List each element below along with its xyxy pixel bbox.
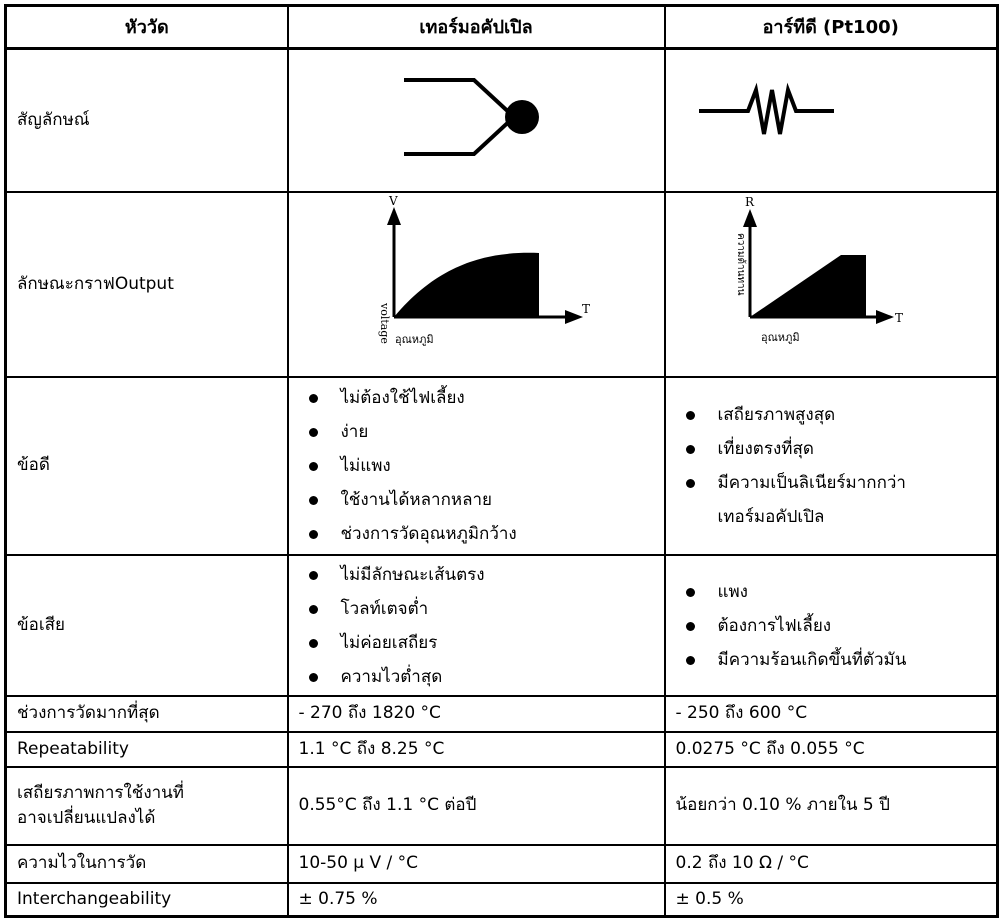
header-topic: หัววัด: [6, 6, 288, 49]
rtd-graph-cell: [665, 192, 998, 378]
thermocouple-symbol-cell: [288, 49, 665, 192]
thermocouple-sensitivity-value: 10-50 µ V / °C: [288, 845, 665, 883]
thermocouple-symbol-icon: [289, 50, 666, 182]
sensitivity-row: [6, 845, 998, 883]
list-item-continuation: เทอร์มอคัปเปิล: [717, 507, 825, 527]
tc-x-axis-letter: T: [581, 301, 590, 316]
header-rtd: อาร์ทีดี (Pt100): [665, 6, 998, 49]
list-item: โวลท์เตจต่ำ: [305, 592, 654, 626]
rtd-stability-value: น้อยกว่า 0.10 % ภายใน 5 ปี: [665, 767, 998, 845]
list-item: เที่ยงตรงที่สุด: [682, 432, 987, 466]
repeatability-row: [6, 732, 998, 767]
tc-y-axis-label: voltage: [377, 302, 391, 344]
stability-label-line-1: เสถียรภาพการใช้งานที่: [17, 782, 185, 803]
rtd-sensitivity-value: 0.2 ถึง 10 Ω / °C: [665, 845, 998, 883]
sensitivity-label: ความไวในการวัด: [6, 845, 288, 883]
list-item: มีความเป็นลิเนียร์มากกว่า: [682, 466, 987, 500]
rtd-x-axis-letter: T: [894, 310, 903, 325]
thermocouple-graph-cell: [288, 192, 665, 378]
interchangeability-row: [6, 883, 998, 916]
list-item: ไม่ค่อยเสถียร: [305, 626, 654, 660]
thermocouple-pros-cell: [288, 377, 665, 555]
list-item: ช่วงการวัดอุณหภูมิกว้าง: [305, 517, 654, 551]
rtd-range-value: - 250 ถึง 600 °C: [665, 696, 998, 732]
comparison-table: [4, 4, 999, 918]
interchangeability-label: Interchangeability: [6, 883, 288, 916]
thermocouple-range-value: - 270 ถึง 1820 °C: [288, 696, 665, 732]
tc-y-axis-letter: V: [388, 193, 398, 208]
list-item: แพง: [682, 575, 987, 609]
rtd-cons-cell: [665, 555, 998, 696]
rtd-y-axis-label: ความต้านทาน: [734, 232, 746, 295]
graph-label: ลักษณะกราฟOutput: [6, 192, 288, 378]
rtd-pros-cell: [665, 377, 998, 555]
thermocouple-stability-value: 0.55°C ถึง 1.1 °C ต่อปี: [288, 767, 665, 845]
rtd-symbol-cell: [665, 49, 998, 192]
pros-label: ข้อดี: [6, 377, 288, 555]
range-row: [6, 696, 998, 732]
list-item: ไม่ต้องใช้ไฟเลี้ยง: [305, 381, 654, 415]
rtd-interchangeability-value: ± 0.5 %: [665, 883, 998, 916]
list-item: ไม่แพง: [305, 449, 654, 483]
thermocouple-interchangeability-value: ± 0.75 %: [288, 883, 665, 916]
resistor-symbol-icon: [666, 50, 999, 182]
list-item: ไม่มีลักษณะเส้นตรง: [305, 558, 654, 592]
rtd-y-axis-letter: R: [744, 194, 754, 209]
stability-row: [6, 767, 998, 845]
tc-x-axis-label: อุณหภูมิ: [394, 332, 434, 346]
symbol-row: [6, 49, 998, 192]
cons-label: ข้อเสีย: [6, 555, 288, 696]
thermocouple-cons-cell: [288, 555, 665, 696]
stability-label-line-2: อาจเปลี่ยนแปลงได้: [17, 808, 156, 828]
thermocouple-repeatability-value: 1.1 °C ถึง 8.25 °C: [288, 732, 665, 767]
list-item: ใช้งานได้หลากหลาย: [305, 483, 654, 517]
repeatability-label: Repeatability: [6, 732, 288, 767]
pros-row: [6, 377, 998, 555]
rtd-x-axis-label: อุณหภูมิ: [760, 330, 800, 344]
header-thermocouple: เทอร์มอคัปเปิล: [288, 6, 665, 49]
list-item: ต้องการไฟเลี้ยง: [682, 609, 987, 643]
symbol-label: สัญลักษณ์: [6, 49, 288, 192]
header-row: [6, 6, 998, 49]
list-item: เสถียรภาพสูงสุด: [682, 398, 987, 432]
rtd-output-graph: [666, 193, 999, 368]
stability-label: [6, 767, 288, 845]
range-label: ช่วงการวัดมากที่สุด: [6, 696, 288, 732]
list-item: ความไวต่ำสุด: [305, 660, 654, 694]
thermocouple-output-graph: [289, 193, 666, 368]
graph-row: [6, 192, 998, 378]
rtd-repeatability-value: 0.0275 °C ถึง 0.055 °C: [665, 732, 998, 767]
cons-row: [6, 555, 998, 696]
list-item: ง่าย: [305, 415, 654, 449]
list-item: มีความร้อนเกิดขึ้นที่ตัวมัน: [682, 643, 987, 677]
